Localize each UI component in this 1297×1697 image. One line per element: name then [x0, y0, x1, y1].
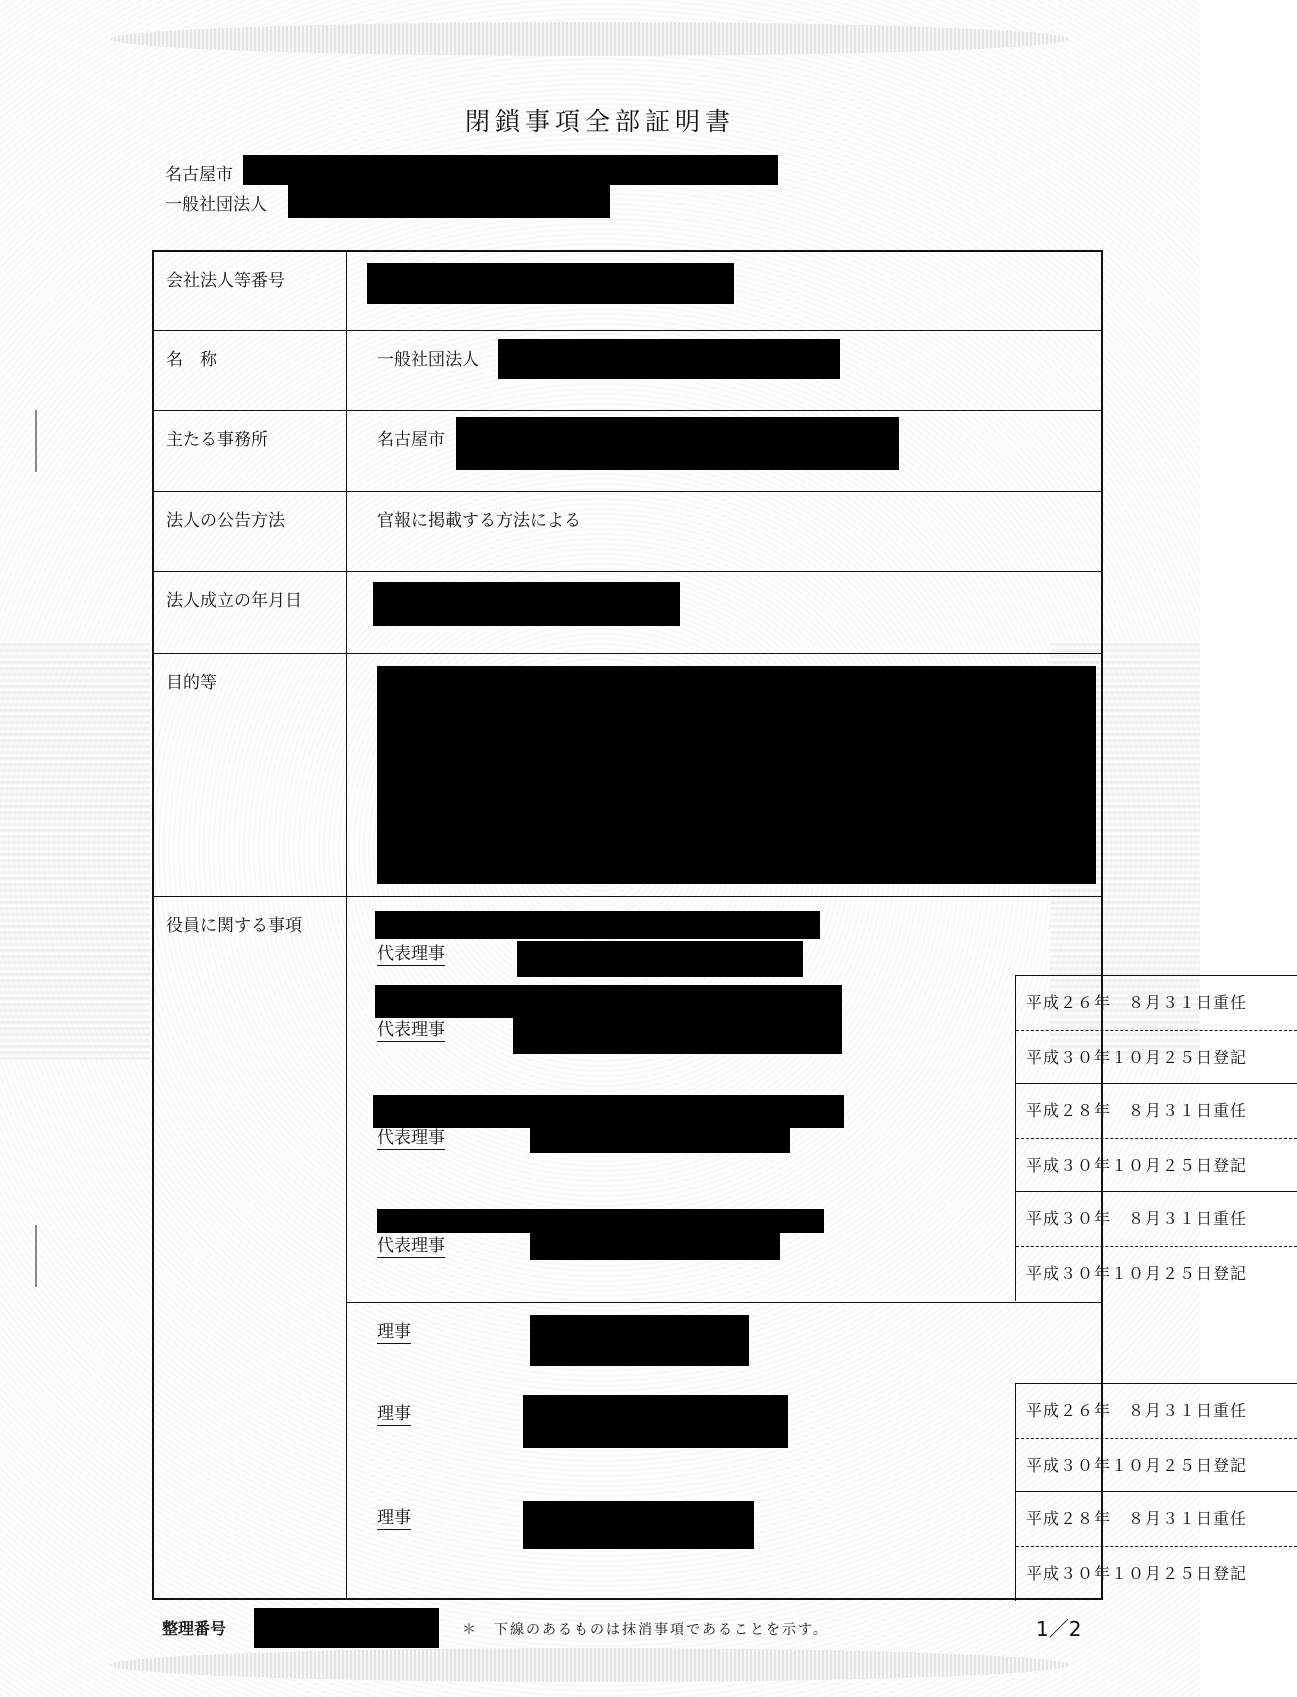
row-purpose — [153, 653, 1102, 896]
value-established — [347, 571, 1103, 653]
role-label: 代表理事 — [377, 1019, 445, 1040]
redaction — [523, 1501, 754, 1549]
reappointment-date: 平成２８年 ８月３１日重任 — [1016, 1084, 1297, 1139]
redaction — [498, 339, 840, 379]
history-cell — [1015, 975, 1297, 1085]
footnote: ＊ 下線のあるものは抹消事項であることを示す。 — [462, 1622, 829, 1638]
ref-number-label: 整理番号 — [162, 1619, 227, 1638]
redaction — [367, 263, 734, 304]
redaction — [513, 1013, 842, 1054]
registration-date: 平成３０年１０月２５日登記 — [1026, 1455, 1248, 1475]
header-city: 名古屋市 — [165, 165, 233, 185]
role-label: 代表理事 — [377, 1235, 445, 1256]
row-name — [153, 330, 1102, 410]
directors-block — [347, 1302, 1248, 1599]
reappointment-date: 平成２６年 ８月３１日重任 — [1016, 976, 1297, 1031]
role-label: 理事 — [377, 1403, 411, 1424]
value-office — [347, 410, 1103, 491]
reappointment-date: 平成２６年 ８月３１日重任 — [1016, 1384, 1297, 1439]
role-label: 代表理事 — [377, 943, 445, 964]
row-corp-number — [153, 251, 1102, 330]
redaction — [243, 155, 778, 185]
role-label: 代表理事 — [377, 1127, 445, 1148]
office-prefix: 名古屋市 — [377, 429, 445, 450]
redaction — [377, 666, 1096, 884]
notice-method: 官報に掲載する方法による — [377, 510, 581, 531]
margin-mark — [35, 1225, 37, 1287]
registration-date: 平成３０年１０月２５日登記 — [1026, 1563, 1248, 1583]
row-office — [153, 410, 1102, 491]
margin-mark — [35, 410, 37, 472]
redaction — [523, 1395, 788, 1448]
redaction — [517, 941, 803, 977]
history-cell — [1015, 1083, 1297, 1193]
label-purpose: 目的等 — [153, 653, 347, 896]
label-officers: 役員に関する事項 — [153, 896, 347, 1599]
label-established: 法人成立の年月日 — [153, 571, 347, 653]
registration-date: 平成３０年１０月２５日登記 — [1026, 1155, 1248, 1175]
role-label: 理事 — [377, 1321, 411, 1342]
history-cell — [1015, 1383, 1297, 1493]
history-cell — [1015, 1191, 1297, 1301]
label-corp-number: 会社法人等番号 — [153, 251, 347, 330]
value-corp-number — [347, 251, 1103, 330]
role-label: 理事 — [377, 1507, 411, 1528]
label-office: 主たる事務所 — [153, 410, 347, 491]
header-corp-type: 一般社団法人 — [165, 195, 267, 215]
security-band-top — [110, 22, 1070, 56]
representatives-block — [347, 896, 1248, 1302]
redaction — [530, 1121, 790, 1153]
label-notice: 法人の公告方法 — [153, 491, 347, 571]
document-title: 閉鎖事項全部証明書 — [464, 107, 735, 136]
redaction — [373, 582, 680, 626]
name-prefix: 一般社団法人 — [377, 349, 479, 370]
label-name: 名 称 — [153, 330, 347, 410]
value-name — [347, 330, 1103, 410]
row-established — [153, 571, 1102, 653]
reappointment-date: 平成３０年 ８月３１日重任 — [1016, 1192, 1297, 1247]
registration-date: 平成３０年１０月２５日登記 — [1026, 1263, 1248, 1283]
reappointment-date: 平成２８年 ８月３１日重任 — [1016, 1492, 1297, 1547]
redaction — [530, 1315, 749, 1366]
row-notice — [153, 491, 1102, 571]
value-notice — [347, 491, 1103, 571]
redaction — [254, 1608, 439, 1648]
value-purpose — [347, 653, 1103, 896]
redaction — [288, 185, 610, 218]
history-cell — [1015, 1491, 1297, 1601]
row-officers — [153, 896, 1102, 1302]
registration-date: 平成３０年１０月２５日登記 — [1026, 1047, 1248, 1067]
redaction — [530, 1227, 780, 1260]
registration-table — [152, 250, 1248, 1600]
security-band-bottom — [110, 1648, 1070, 1682]
copy-watermark-left — [0, 640, 150, 1060]
redaction — [375, 911, 820, 939]
redaction — [456, 417, 899, 470]
page-number: 1／2 — [1036, 1617, 1082, 1641]
